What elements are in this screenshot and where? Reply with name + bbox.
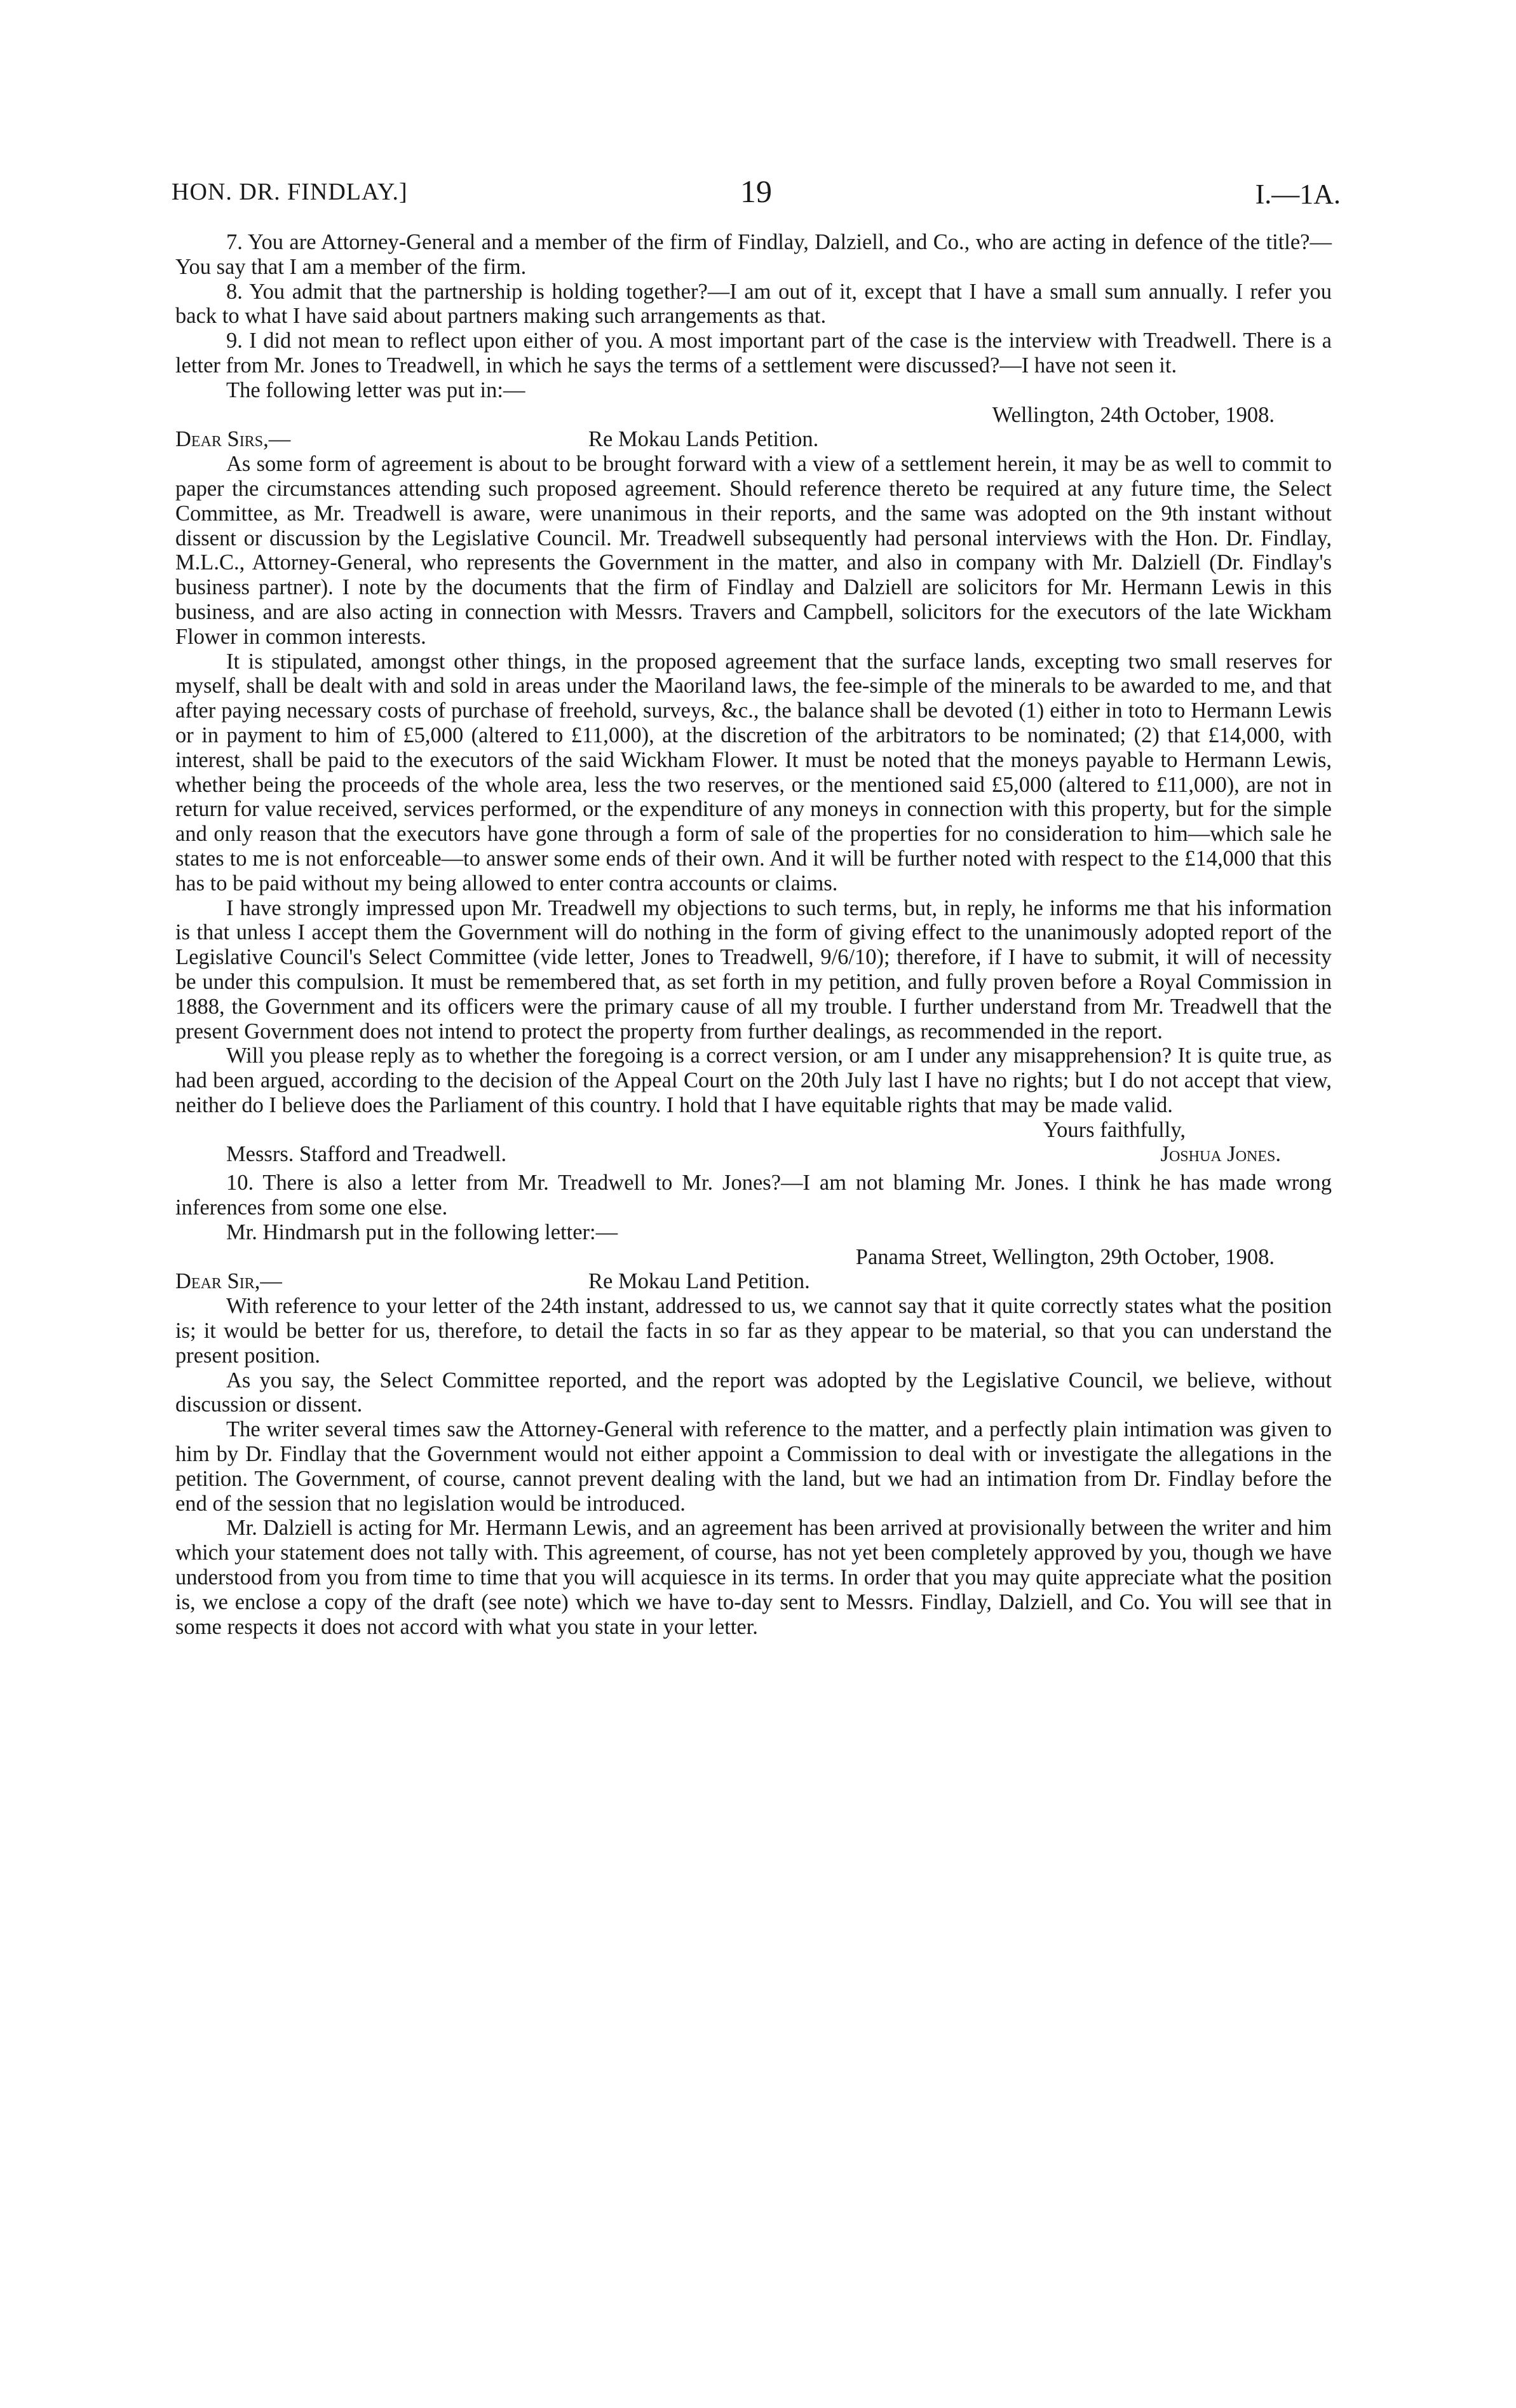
- letter2-salutation-line: [175, 1269, 1332, 1294]
- letter2-salutation: Dear Sir,—: [175, 1269, 282, 1294]
- letter2-intro: Mr. Hindmarsh put in the following letter:—: [226, 1220, 618, 1244]
- letter1-paragraph: Will you please reply as to whether the foregoing is a correct version, or am I under any misapprehension? It is quite true, as had been argued, according to the decision of the Appeal Court on the 20th July last I have no rights; but I do not accept that view, neither do I believe does the Parliament of this country. I hold that I have equitable rights that may be made valid.: [175, 1044, 1332, 1117]
- page-header: [172, 173, 1341, 211]
- letter1-paragraph: I have strongly impressed upon Mr. Treadwell my objections to such terms, but, in reply, he informs me that his information is that unless I accept them the Government will do nothing in the form of giving effect to the unanimously adopted report of the Legislative Council's Select Committee (vide letter, Jones to Treadwell, 9/6/10); therefore, if I have to submit, it will of necessity be under this compulsion. It must be remembered that, as set forth in my petition, and fully proven before a Royal Commission in 1888, the Government and its officers were the primary cause of all my trouble. I further understand from Mr. Treadwell that the present Government does not intend to protect the property from further dealings, as recommended in the report.: [175, 895, 1332, 1044]
- paper-reference: I.—1A.: [1255, 179, 1341, 210]
- page-number: 19: [740, 173, 772, 209]
- running-head-left: HON. DR. FINDLAY.]: [172, 179, 408, 205]
- letter1-intro: The following letter was put in:—: [226, 378, 525, 402]
- letter1-subject: Re Mokau Lands Petition.: [588, 427, 819, 452]
- letter2-paragraph: Mr. Dalziell is acting for Mr. Hermann Lewis, and an agreement has been arrived at provisionally between the writer and him which your statement does not tally with. This agreement, of course, has not yet been completely approved by you, though we have understood from you from time to time that you will acquiesce in its terms. In order that you may quite appreciate what the position is, we enclose a copy of the draft (see note) which we have to-day sent to Messrs. Findlay, Dalziell, and Co. You will see that in some respects it does not accord with what you state in your letter.: [175, 1516, 1332, 1639]
- letter1-closing-line: [175, 1118, 1332, 1143]
- letter1-addressee: Messrs. Stafford and Treadwell.: [226, 1142, 507, 1167]
- question-7: 7. You are Attorney-General and a member of the firm of Findlay, Dalziell, and Co., who are acting in defence of the title?—You say that I am a member of the firm.: [175, 230, 1332, 279]
- letter1-salutation-line: [175, 427, 1332, 452]
- letter1-paragraph: It is stipulated, amongst other things, in the proposed agreement that the surface lands, excepting two small reserves for myself, shall be dealt with and sold in areas under the Maoriland laws, the fee-simple of the minerals to be awarded to me, and that after paying necessary costs of purchase of freehold, surveys, &c., the balance shall be devoted (1) either in toto to Hermann Lewis or in payment to him of £5,000 (altered to £11,000), at the discretion of the arbitrators to be nominated; (2) that £14,000, with interest, shall be paid to the executors of the said Wickham Flower. It must be noted that the moneys payable to Hermann Lewis, whether being the proceeds of the whole area, less the two reserves, or the mentioned said £5,000 (altered to £11,000), are not in return for value received, services performed, or the expenditure of any moneys in connection with this property, but for the simple and only reason that the executors have gone through a form of sale of the properties for no consideration to him—which sale he states to me is not enforceable—to answer some ends of their own. And it will be further noted with respect to the £14,000 that this has to be paid without my being allowed to enter contra accounts or claims.: [175, 649, 1332, 895]
- letter2-paragraph: With reference to your letter of the 24th instant, addressed to us, we cannot say that it quite correctly states what the position is; it would be better for us, therefore, to detail the facts in so far as they appear to be material, so that you can understand the present position.: [175, 1294, 1332, 1368]
- question-9: 9. I did not mean to reflect upon either of you. A most important part of the case is the interview with Treadwell. There is a letter from Mr. Jones to Treadwell, in which he says the terms of a settlement were discussed?—I have not seen it.: [175, 329, 1332, 378]
- letter1-signature-line: [175, 1142, 1332, 1167]
- letter2-paragraph: The writer several times saw the Attorney-General with reference to the matter, and a perfectly plain intimation was given to him by Dr. Findlay that the Government would not either appoint a Commission to deal with or investigate the allegations in the petition. The Government, of course, cannot prevent dealing with the land, but we had an intimation from Dr. Findlay before the end of the session that no legislation would be introduced.: [175, 1417, 1332, 1516]
- letter1-signature: Joshua Jones.: [1160, 1142, 1281, 1167]
- letter1-paragraph: As some form of agreement is about to be brought forward with a view of a settlement herein, it may be as well to commit to paper the circumstances attending such proposed agreement. Should reference thereto be required at any future time, the Select Committee, as Mr. Treadwell is aware, were unanimous in their reports, and the same was adopted on the 9th instant without dissent or discussion by the Legislative Council. Mr. Treadwell subsequently had personal interviews with the Hon. Dr. Findlay, M.L.C., Attorney-General, who represents the Government in the matter, and also in company with Mr. Dalziell (Dr. Findlay's business partner). I note by the documents that the firm of Findlay and Dalziell are solicitors for Mr. Hermann Lewis in this business, and are also acting in connection with Messrs. Travers and Campbell, solicitors for the executors of the late Wickham Flower in common interests.: [175, 452, 1332, 649]
- letter1-date: Wellington, 24th October, 1908.: [992, 402, 1275, 427]
- letter1-salutation: Dear Sirs,—: [175, 427, 291, 452]
- letter2-subject: Re Mokau Land Petition.: [588, 1269, 810, 1294]
- letter2-date: Panama Street, Wellington, 29th October, 1908.: [855, 1244, 1275, 1269]
- letter2-paragraph: As you say, the Select Committee reported, and the report was adopted by the Legislative Council, we believe, without discussion or dissent.: [175, 1368, 1332, 1417]
- question-8: 8. You admit that the partnership is holding together?—I am out of it, except that I have a small sum annually. I refer you back to what I have said about partners making such arrangements as that.: [175, 279, 1332, 329]
- letter1-closing: Yours faithfully,: [1043, 1117, 1186, 1142]
- page-body: [175, 230, 1332, 1639]
- question-10: 10. There is also a letter from Mr. Treadwell to Mr. Jones?—I am not blaming Mr. Jones. I think he has made wrong inferences from some one else.: [175, 1171, 1332, 1220]
